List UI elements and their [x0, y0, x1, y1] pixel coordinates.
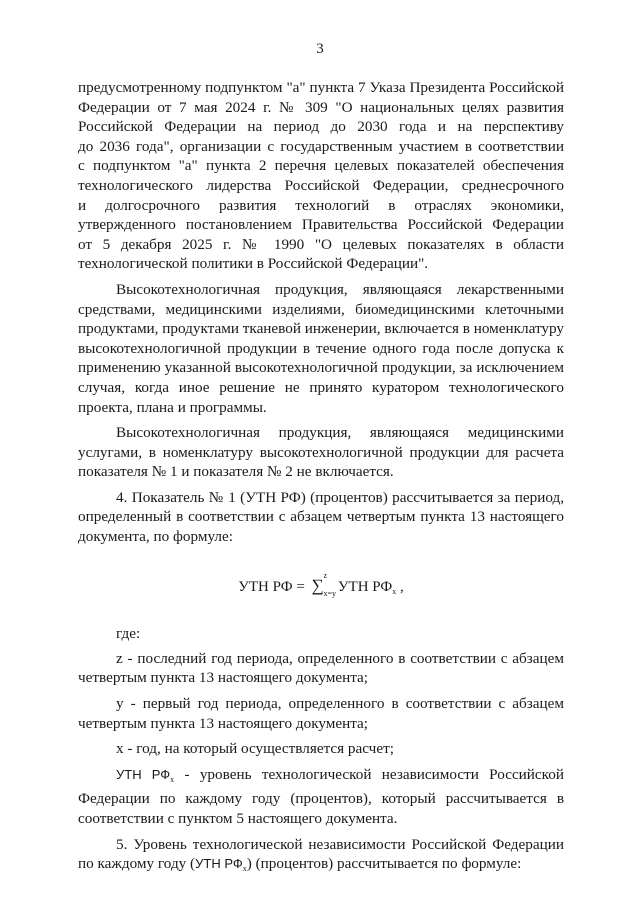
- formula-utn: [78, 570, 564, 602]
- formula-rhs-subscript: x: [392, 586, 397, 596]
- text-line: технологической политики в Российской Федерации".: [78, 255, 429, 273]
- definition-y: y - первый год периода, определенного в соответствии с абзацем четвертым пункта 13 настоящего документа;: [78, 695, 564, 732]
- page-number: 3: [316, 41, 324, 57]
- where-label: где:: [116, 625, 141, 643]
- utn-definition-text: - уровень технологической независимости Российской Федерации по каждому году (процентов), который рассчитывается в соответствии с пунктом 5 настоящего документа.: [78, 765, 565, 827]
- definition-z: z - последний год периода, определенного в соответствии с абзацем четвертым пункта 13 настоящего документа;: [78, 649, 564, 687]
- text-line: утвержденного постановлением Правительства Российской Федерации: [78, 216, 564, 234]
- document-body: [78, 78, 564, 885]
- paragraph-5: [78, 835, 564, 879]
- text-line: и долгосрочного развития технологий в отраслях экономики,: [78, 196, 564, 214]
- formula-equals: =: [296, 578, 305, 595]
- paragraph-3: Высокотехнологичная продукция, являющаяся медицинскими услугами, в номенклатуру высокотехнологичной продукции для расчета показателя № 1 и показателя № 2 не включается.: [78, 424, 564, 481]
- text-line: Российской Федерации на период до 2030 года и на перспективу: [78, 118, 564, 136]
- p5-text-after: ) (процентов) рассчитывается по формуле:: [246, 855, 522, 873]
- text-line: от 5 декабря 2025 г. № 1990 "О целевых показателях в области: [78, 235, 564, 253]
- sigma-symbol: ∑: [311, 575, 324, 595]
- definition-utn: [78, 765, 564, 829]
- sum-operator: [311, 570, 337, 598]
- p5-text-before: 5. Уровень технологической независимости Российской Федерации по каждому году (: [78, 835, 564, 873]
- p5-utn-subscript: x: [242, 864, 247, 874]
- paragraph-1: [78, 78, 564, 274]
- formula-tail: ,: [399, 578, 404, 595]
- p5-utn-term: УТН РФ: [195, 856, 243, 872]
- text-line: технологического лидерства Российской Федерации, среднесрочного: [78, 176, 564, 194]
- text-line: с подпунктом "а" пункта 2 перечня целевых показателей обеспечения: [78, 157, 564, 175]
- text-line: предусмотренному подпунктом "а" пункта 7 Указа Президента Российской: [78, 79, 564, 96]
- paragraph-4: 4. Показатель № 1 (УТН РФ) (процентов) рассчитывается за период, определенный в соответствии с абзацем четвертым пункта 13 настоящего документа, по формуле:: [78, 488, 564, 546]
- text-line: до 2036 года", организации с государственным участием в соответствии: [78, 137, 564, 155]
- paragraph-2: Высокотехнологичная продукция, являющаяся лекарственными средствами, медицинскими изделиями, биомедицинскими клеточными продуктами, продуктами тканевой инженерии, включается в номенклатуру высокотехнологичной продукции в течение одного года после допуска к применению указанной высокотехнологичной продукции, за исключением случая, когда иное решение не принято куратором технологического проекта, плана и программы.: [78, 280, 564, 416]
- sum-lower-limit: x=y: [323, 588, 337, 598]
- definition-x: x - год, на который осуществляется расчет;: [116, 740, 394, 758]
- utn-term-subscript: x: [170, 774, 175, 784]
- formula-rhs: УТН РФ: [337, 578, 393, 595]
- text-line: Федерации от 7 мая 2024 г. № 309 "О национальных целях развития: [78, 98, 564, 116]
- utn-term: УТН РФ: [116, 766, 171, 782]
- formula-lhs: УТН РФ: [238, 578, 293, 595]
- sum-upper-limit: z: [323, 570, 328, 580]
